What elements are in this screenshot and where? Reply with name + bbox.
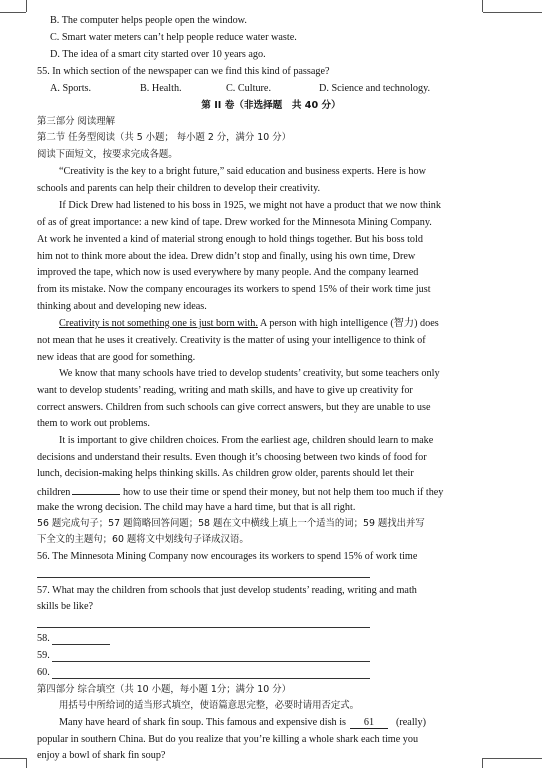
passage-p2-line2: of as of great importance: a new kind of tape. Drew worked for the Minnesota Mining Company. <box>37 217 432 228</box>
passage-p5-line3: lunch, decision-making helps thinking skills. As children grow older, parents should let their <box>37 468 414 479</box>
crop-mark-top-right-h <box>483 12 542 13</box>
passage-p2-line7: thinking about and developing new ideas. <box>37 301 207 312</box>
cloze-line1-pre: Many have heard of shark fin soup. This famous and expensive dish is <box>59 717 346 728</box>
part-4-instruction: 用括号中所给词的适当形式填空，使语篇意思完整，必要时请用否定式。 <box>59 700 360 711</box>
passage-p3-line1-rest: A person with high intelligence (智力) does <box>257 318 439 329</box>
option-d: D. The idea of a smart city started over 10 years ago. <box>50 49 266 60</box>
passage-p4-line2: want to develop students’ reading, writing and math skills, and have to give up creativity for <box>37 385 413 396</box>
crop-mark-bottom-right <box>482 758 483 768</box>
passage-p4-line3: correct answers. Children from such schools can give correct answers, but they are unable to use <box>37 402 431 413</box>
question-55: 55. In which section of the newspaper can we find this kind of passage? <box>37 66 330 77</box>
answer-label-59: 59. <box>37 650 50 661</box>
task-instruction-line2: 下全文的主题句；60 题将文中划线句子译成汉语。 <box>37 534 249 545</box>
cloze-line2: popular in southern China. But do you realize that you’re killing a whole shark each time you <box>37 734 419 745</box>
question-55-options <box>50 82 470 96</box>
answer-line-60[interactable] <box>52 678 370 679</box>
passage-p2-line5: improved the tape, which now is used everywhere by many people. And the company learned <box>37 267 419 278</box>
passage-p1-line1: “Creativity is the key to a bright future,” said education and business experts. Here is how <box>59 166 426 177</box>
blank-58[interactable] <box>72 484 120 495</box>
question-56: 56. The Minnesota Mining Company now encourages its workers to spend 15% of work time <box>37 551 418 562</box>
passage-p2-line3: At work he invented a kind of material strong enough to hold things together. But his boss told <box>37 234 423 245</box>
q55-option-a: A. Sports. <box>50 83 92 94</box>
passage-p5-blank-pre: children <box>37 487 71 498</box>
task-instruction-line1: 56 题完成句子；57 题简略回答问题；58 题在文中横线上填上一个适当的词；59 题找出并写 <box>37 518 425 529</box>
cloze-line3: enjoy a bowl of shark fin soup? <box>37 750 166 761</box>
passage-p5-line1: It is important to give children choices. From the earliest age, children should learn to make <box>59 435 434 446</box>
passage-p2-line6: from its mistake. Now the company encourages its workers to spend 15% of their work time just <box>37 284 431 295</box>
q55-option-b: B. Health. <box>140 83 182 94</box>
blank-61[interactable]: 61 <box>350 717 388 729</box>
part-4-title: 第四部分 综合填空（共 10 小题，每小题 1分；满分 10 分） <box>37 684 291 695</box>
option-c: C. Smart water meters can’t help people reduce water waste. <box>50 32 297 43</box>
answer-label-60: 60. <box>37 667 50 678</box>
cloze-line1 <box>59 716 426 730</box>
crop-mark-top-left-h <box>0 12 26 13</box>
cloze-hint-really: (really) <box>396 717 426 728</box>
answer-line-57[interactable] <box>37 627 370 628</box>
option-b: B. The computer helps people open the window. <box>50 15 247 26</box>
passage-p2-line1: If Dick Drew had listened to his boss in 1925, we might not have a product that we now think <box>59 200 441 211</box>
question-57-line1: 57. What may the children from schools that just develop students’ reading, writing and math <box>37 585 417 596</box>
passage-p3-line3: new ideas that are good for something. <box>37 352 196 363</box>
answer-label-58: 58. <box>37 633 50 644</box>
answer-line-59[interactable] <box>52 661 370 662</box>
passage-p1-line2: schools and parents can help their children to develop their creativity. <box>37 183 321 194</box>
passage-p3-line1 <box>59 317 439 331</box>
passage-p5-line2: decisions and understand their results. Even though it’s choosing between two kinds of food for <box>37 452 427 463</box>
q55-option-d: D. Science and technology. <box>319 83 431 94</box>
part-3-title: 第三部分 阅读理解 <box>37 116 115 127</box>
passage-p5-line5: make the wrong decision. The child may have a hard time, but that is all right. <box>37 502 356 513</box>
crop-mark-top-left <box>26 0 27 12</box>
part-3-instruction: 阅读下面短文，按要求完成各题。 <box>37 149 178 160</box>
passage-p5-blank-post: how to use their time or spend their money, but not help them too much if they <box>120 487 444 498</box>
underlined-sentence: Creativity is not something one is just born with. <box>59 318 258 329</box>
answer-line-56[interactable] <box>37 577 370 578</box>
passage-p5-line4 <box>37 484 443 500</box>
crop-mark-bottom-right-h <box>483 758 542 759</box>
passage-p3-line2: not mean that he uses it creatively. Creativity is the matter of using your intelligence to think of <box>37 335 426 346</box>
crop-mark-bottom-left <box>26 758 27 768</box>
q55-option-c: C. Culture. <box>226 83 271 94</box>
crop-mark-top-right <box>482 0 483 12</box>
question-57-line2: skills be like? <box>37 601 94 612</box>
passage-p4-line1: We know that many schools have tried to develop students’ creativity, but some teachers only <box>59 368 440 379</box>
passage-p4-line4: them to work out problems. <box>37 418 150 429</box>
part-3-section: 第二节 任务型阅读（共 5 小题； 每小题 2 分，满分 10 分） <box>37 132 291 143</box>
section-2-title: 第 II 卷（非选择题 共 40 分） <box>201 100 341 111</box>
answer-line-58[interactable] <box>52 644 110 645</box>
crop-mark-bottom-left-h <box>0 758 26 759</box>
passage-p2-line4: him not to think more about the idea. Drew didn’t stop and finally, using his own time, Drew <box>37 251 416 262</box>
